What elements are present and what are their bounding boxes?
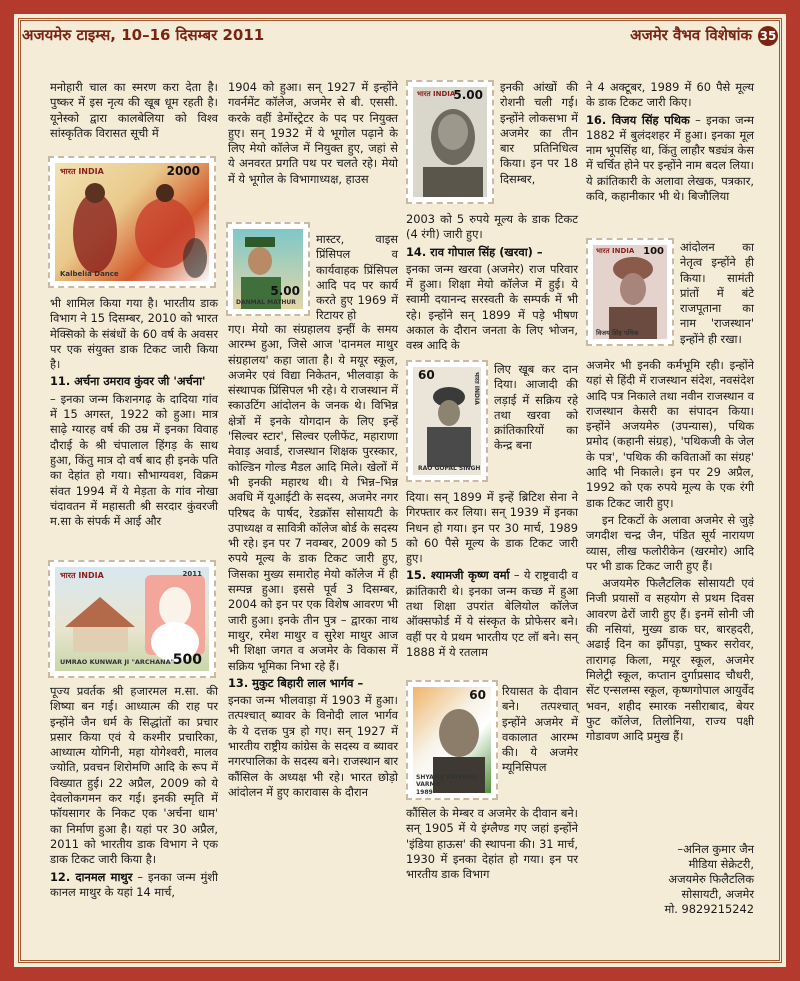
page-header xyxy=(22,22,778,48)
stamp-vijay-singh-pathik xyxy=(586,238,674,346)
c2-top-text: 1904 को हुआ। सन् 1927 में इन्होंने गवर्नमेंट कॉलेज, अजमेर से बी. एससी. करके वहीं डेमोंस्ट्रेटर के पद पर नियुक्त हुए। सन् 1932 में ये भूगोल पढ़ाने के लिए मेयो कॉलेज में नियुक्त हुए, जहां से ये अनवरत प्रगति पथ पर चलते रहे। मेयो में ये भूगोल के विभागाध्यक्ष, हाउस xyxy=(228,80,398,186)
bhargava-portrait xyxy=(413,87,487,197)
column-3-b xyxy=(406,490,578,662)
stamp-country: भारत INDIA xyxy=(60,167,104,176)
stamp-caption: विजय सिंह पथिक xyxy=(596,329,639,337)
sig-title: मीडिया सेक्रेटरी, xyxy=(688,857,754,871)
c1-top-text: मनोहारी चाल का स्मरण करा देता है। पुष्कर में इस नृत्य की खूब धूम रहती है। यूनेस्को द्वारा कालबेलिया को विश्व सांस्कृतिक विरासत सूची में xyxy=(50,80,218,140)
column-2 xyxy=(228,80,398,189)
stamp-caption: Kalbelia Dance xyxy=(60,270,119,278)
pathik-portrait xyxy=(593,245,667,339)
stamp-kalbelia xyxy=(48,156,216,288)
heading-15: 15. श्यामजी कृष्ण वर्मा xyxy=(406,568,510,583)
c3-a-text: 2003 को 5 रुपये मूल्य के डाक टिकट (4 रंगी) जारी हुए। xyxy=(406,212,578,242)
c1-para-11: – इनका जन्म किशनगढ़ के दादिया गांव में 15 अगस्त, 1922 को हुआ। मात्र साढ़े ग्यारह वर्ष की उम्र में इनका विवाह दौराई के श्री चंपालाल हिंगड़ के साथ हुआ, किंतु मात्र दो वर्ष बाद ही इनके पति का देहांत हो गया। सौभाग्यवश, विक्रम संवत 1994 में ये मेड़ता के गांव नोखा चंदावतन में महासती श्री सरदार कुंवरजी म.सा के संपर्क में आई और xyxy=(50,391,218,529)
sig-phone: मो. 9829215242 xyxy=(664,902,754,916)
stamp-country: भारत INDIA xyxy=(596,247,635,255)
sig-org: अजयमेरु फिलैटलिक xyxy=(668,872,754,886)
c3-side1-text: इनकी आंखों की रोशनी चली गई। इन्होंने लोकसभा में अजमेर का तीन बार प्रतिनिधित्व किया। इन पर 18 दिसम्बर, xyxy=(500,80,578,186)
c4-top-text: ने 4 अक्टूबर, 1989 में 60 पैसे मूल्य के डाक टिकट जारी किए। xyxy=(586,80,754,110)
column-3-side3 xyxy=(502,684,578,778)
stamp-caption: DANMAL MATHUR xyxy=(236,299,296,306)
column-3-a xyxy=(406,212,578,356)
column-4 xyxy=(586,80,754,206)
heading-13: 13. मुकुट बिहारी लाल भार्गव – xyxy=(228,675,364,690)
c2-side-text: मास्टर, वाइस प्रिंसिपल व कार्यवाहक प्रिंसिपल आदि पद पर कार्य करते हुए 1969 में रिटायर हो xyxy=(316,232,398,323)
heading-16: 16. विजय सिंह पथिक xyxy=(586,112,690,127)
c3-side2-text: लिए खूब कर दान दिया। आजादी की लड़ाई में सक्रिय रहे तथा खरवा को क्रांतिकारियों का केन्द्र बना xyxy=(494,362,578,453)
stamp-caption: SHYAMJI KRISHNA VARMA xyxy=(416,774,477,788)
c3-c-text: कौंसिल के मेम्बर व अजमेर के दीवान बने। सन् 1905 में ये इंग्लैण्ड गए जहां इन्होंने 'इंडिया हाऊस' की स्थापना की। 31 मार्च, 1930 में इनका देहांत हो गया। इन पर भारतीय डाक विभाग xyxy=(406,806,578,882)
stamp-archana xyxy=(48,560,216,678)
c4-b-text: इन टिकटों के अलावा अजमेर से जुड़े जगदीश चन्द्र जैन, पंडित सूर्य नारायण व्यास, लीख फलोरीकेन (खरमोर) आदि पर भी डाक टिकट जारी हुए हैं। xyxy=(586,512,754,573)
c4-c-text: अजयमेरु फिलैटलिक सोसायटी एवं निजी प्रयासों व सहयोग से प्रथम दिवस आवरण ढेरों जारी हुए हैं। इनमें सोनी जी की नसियां, मुख्य डाक घर, बारहदरी, अढाई दिन का झौंपड़ा, पुष्कर सरोवर, तारागढ़ किला, मयूर स्कूल, अजमेर मिलेट्री स्कूल, कप्तान दुर्गाप्रसाद चौधरी, सेंट एन्सलम्स स्कूल, कृष्णगोपाल आयुर्वेद भवन, शहीद स्मारक नसीराबाद, बेयर फुट कॉलेज, तिलोनिया, राज्य पक्षी गोडावण आदि प्रमुख हैं। xyxy=(586,576,754,744)
stamp-value: 2000 xyxy=(166,164,200,178)
column-1-bottom xyxy=(50,684,218,902)
c1-mid-text: भी शामिल किया गया है। भारतीय डाक विभाग ने 15 दिसम्बर, 2010 को भारत मेक्सिको के संबंधों के 60 वर्ष के अवसर पर एक संयुक्त डाक टिकट जारी किया है। xyxy=(50,296,218,372)
column-3-c xyxy=(406,806,578,884)
column-1 xyxy=(50,80,218,143)
header-section xyxy=(630,25,778,46)
stamp-shyamji-varma xyxy=(406,680,498,800)
stamp-gopal-singh xyxy=(406,360,488,482)
gopal-singh-portrait xyxy=(413,367,481,475)
stamp-caption: RAO GOPAL SINGH xyxy=(418,465,481,472)
stamp-value: 60 xyxy=(418,368,435,382)
stamp-country: भारत INDIA xyxy=(417,90,456,98)
c3-b-text: दिया। सन् 1899 में इन्हें ब्रिटिश सेना ने गिरफ्तार कर लिया। सन् 1939 में इनका निधन हो गया। इन पर 30 मार्च, 1989 को 60 पैसे मूल्य के डाक टिकट जारी हुए। xyxy=(406,490,578,566)
column-1-mid xyxy=(50,296,218,531)
c3-side3-text: रियासत के दीवान बने। तत्पश्चात् इन्होंने अजमेर में वकालात आरम्भ की। ये अजमेर म्यूनिसिपल xyxy=(502,684,578,775)
stamp-caption: UMRAO KUNWAR JI "ARCHANA" xyxy=(60,658,175,666)
column-2-mid xyxy=(228,322,398,802)
c2-para-13: इनका जन्म भीलवाड़ा में 1903 में हुआ। तत्पश्चात् ब्यावर के विनोदी लाल भार्गव के ये दत्तक पुत्र हो गए। सन् 1927 में भारतीय राष्ट्रीय कांग्रेस के सदस्य व ब्यावर नगरपालिका के सदस्य बने। राजस्थान बार कौंसिल के अध्यक्ष भी रहे। भारत छोड़ो आंदोलन में हुए कारावास के दौरान xyxy=(228,693,398,799)
stamp-danmal-mathur xyxy=(226,222,310,316)
c1-bottom-text: पूज्य प्रवर्तक श्री हजारमल म.सा. की शिष्या बन गई। आध्यात्म की राह पर इन्होंने जैन धर्म के सिद्धांतों का प्रचार प्रसार किया एवं ये कश्मीर प्रचारिका, आध्यात्म योगिनी, महा योगेश्वरी, मालव ज्योति, प्रवचन शिरोमणि आदि के रूप में विख्यात हुई। 22 अप्रैल, 2009 को ये देवलोकगमन कर गई। इनकी स्मृति में फॉयसागर के निकट एक 'अर्चना धाम' का निर्माण हुआ है। यहां पर 30 अप्रैल, 2011 को भारतीय डाक विभाग ने एक डाक टिकट जारी किया है। xyxy=(50,684,218,867)
column-4-a xyxy=(586,358,754,746)
stamp-value: 5.00 xyxy=(270,284,300,298)
stamp-year: 2011 xyxy=(182,570,202,578)
heading-12: 12. दानमल माथुर xyxy=(50,869,133,884)
stamp-bhargava xyxy=(406,80,494,204)
heading-11: 11. अर्चना उमराव कुंवर जी 'अर्चना' xyxy=(50,374,206,389)
column-3-side1 xyxy=(500,80,578,189)
sig-name: –अनिल कुमार जैन xyxy=(677,842,754,856)
stamp-year: 1989 xyxy=(416,789,433,796)
stamp-country: भारत INDIA xyxy=(473,372,480,405)
kalbelia-dancers-image xyxy=(55,163,209,281)
column-3-side2 xyxy=(494,362,578,456)
stamp-value: 5.00 xyxy=(453,88,483,102)
stamp-country: भारत INDIA xyxy=(60,571,104,580)
column-4-side xyxy=(680,240,754,349)
c3-para-14: इनका जन्म खरवा (अजमेर) राज परिवार में हुआ। शिक्षा मेयो कॉलेज में हुई। ये स्वामी दयानन्द सरस्वती के सम्पर्क में भी रहे। इन्होंने सन् 1899 में पड़े भीषण अकाल के दौरान जनता के लिए भोजन, वस्त्र आदि के xyxy=(406,261,578,353)
c4-a-text: अजमेर भी इनकी कर्मभूमि रही। इन्होंने यहां से हिंदी में राजस्थान संदेश, नवसंदेश आदि पत्र निकाले तथा नवीन राजस्थान व राजस्थान केसरी का संपादन किया। इन्होंने अजयमेरु (उपन्यास), पथिक प्रमोद (कहानी संग्रह), 'पथिकजी के जेल के पत्र', 'पथिक की कविताओं का संग्रह' आदि भी निकाले। इन पर 29 अप्रैल, 1992 को एक रुपये मूल्य के एक रंगी डाक टिकट जारी हुए। xyxy=(586,358,754,510)
c4-side-text: आंदोलन का नेतृत्व इन्होंने ही किया। सामंती प्रांतों में बंटे राजपूताना का नाम 'राजस्थान' इन्होंने ही रखा। xyxy=(680,240,754,346)
c1-para-12: – इनका जन्म मुंशी कानल माथुर के यहां 14 मार्च, xyxy=(50,869,218,899)
stamp-value: 500 xyxy=(172,652,202,668)
c2-mid-text: गए। मेयो का संग्रहालय इन्हीं के समय आरम्भ हुआ, जिसे आज 'दानमल माथुर संग्रहालय' कहा जाता है। ये मयूर स्कूल, अजमेर एवं विद्या निकेतन, भीलवाड़ा के संस्थापक प्रिंसिपल भी रहे। ये राजस्थान में स्काउटिंग आंदोलन के जनक थे। विभिन्न क्षेत्रों में इनके योगदान के लिए इन्हें 'सिल्वर स्टार', सिल्वर एलीफेंट, महाराणा मेवाड़ अवार्ड, राजस्थान शिक्षक पुरस्कार, कोल्डिन गोल्ड मैडल आदि मिले। खेलों में भी इनकी महारथ थी। ये भिन्न–भिन्न अवधि में यूआईटी के सदस्य, अजमेर नगर परिषद के पार्षद, रेडक्रॉस सोसायटी के उपाध्यक्ष व सावित्री कॉलेज बोर्ड के सदस्य भी रहे। इन पर 7 नवम्बर, 2009 को 5 रुपये मूल्य के डाक टिकट जारी हुए, जिसका मुख्य समारोह मेयो कॉलेज में ही सम्पन्न हुआ। इससे पूर्व 3 दिसम्बर, 2004 को इन पर एक विशेष आवरण भी जारी हुआ। इनके तीन पुत्र – द्वारका नाथ माथुर, रमेश माथुर व सुरेश माथुर आज भी शिक्षा जगत व अजमेर के विकास में सक्रिय भूमिका निभा रहे हैं। xyxy=(228,322,398,673)
header-publication: अजयमेरु टाइम्स, 10–16 दिसम्बर 2011 xyxy=(22,26,265,44)
header-section-title: अजमेर वैभव विशेषांक xyxy=(630,25,752,44)
page-number-badge: 35 xyxy=(758,26,778,46)
author-signature xyxy=(586,842,754,917)
sig-org-city: सोसायटी, अजमेर xyxy=(681,887,754,901)
stamp-value: 60 xyxy=(469,688,486,702)
stamp-value: 100 xyxy=(643,246,664,257)
c3-para-15: – ये राष्ट्रवादी व क्रांतिकारी थे। इनका जन्म कच्छ में हुआ तथा शिक्षा उपरांत बेलियोल कॉलेज ऑक्सफोर्ड में ये संस्कृत के प्रोफेसर बने। वहीं पर ये प्रथम भारतीय एट लॉ बने। सन् 1888 में ये रतलाम xyxy=(406,568,578,659)
column-2-side xyxy=(316,232,398,326)
heading-14: 14. राव गोपाल सिंह (खरवा) – xyxy=(406,244,543,259)
c4-para-16: – इनका जन्म 1882 में बुलंदशहर में हुआ। इनका मूल नाम भूपसिंह था, किंतु लाहौर षड्यंत्र केस में चर्चित होने पर इन्होंने नाम बदल लिया। ये क्रांतिकारी के अलावा लेखक, पत्रकार, कवि, कहानीकार भी थे। बिजौलिया xyxy=(586,112,754,204)
